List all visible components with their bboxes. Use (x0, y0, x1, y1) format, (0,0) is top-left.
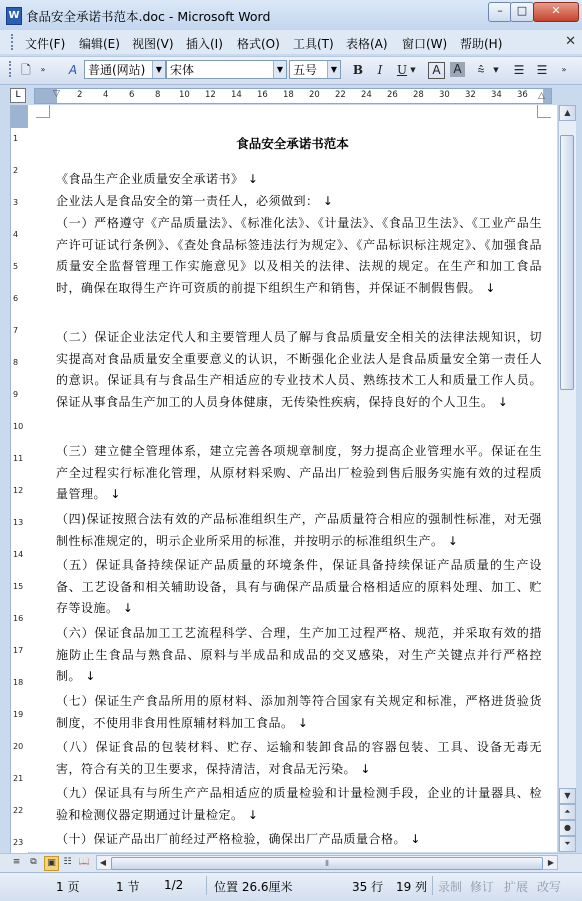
normal-view-icon[interactable]: ≡ (12, 857, 21, 867)
scaling-dropdown-chevron-down-icon[interactable]: ▼ (493, 66, 499, 74)
ruler-num: 4 (103, 90, 109, 100)
close-icon[interactable]: ✕ (533, 2, 579, 22)
ruler-row (0, 85, 582, 104)
menu-window[interactable]: 窗口(W) (402, 37, 448, 51)
paragraph: 企业法人是食品安全的第一责任人，必须做到： ↓ (56, 194, 334, 208)
print-view-icon[interactable]: ▣ (44, 856, 59, 871)
style-dropdown-chevron-down-icon[interactable]: ▼ (152, 61, 165, 78)
font-value: 宋体 (170, 63, 195, 77)
ruler-num: 26 (387, 90, 398, 100)
close-document-icon[interactable]: ✕ (565, 34, 576, 49)
paragraph: （六）保证食品加工工艺流程科学、合理，生产加工过程严格、规范，并采取有效的措施防止生食品与熟食品、原料与半成品和成品的交叉感染，对生产关键点并行严格控制。 ↓ (56, 626, 542, 684)
toolbar-grip[interactable] (9, 61, 14, 77)
menubar-grip[interactable] (11, 34, 16, 50)
character-shading-icon[interactable]: A (450, 62, 465, 77)
toolbar-options-chevron-icon[interactable]: » (40, 65, 46, 74)
document-page[interactable] (28, 105, 557, 852)
status-section: 1 节 (116, 880, 140, 894)
justify-center-icon[interactable]: ☰ (536, 63, 548, 77)
paragraph: （一）严格遵守《产品质量法》、《标准化法》、《计量法》、《食品卫生法》、《工业产品生产许可证试行条例》、《查处食品标签违法行为规定》、《产品标识标注规定》、《加强食品质量安全监督管理工作实施意见》以及相关的法律、法规的规定。在生产和加工食品时，确保在取得生产许可资质的前提下组织生产和销售，并保证不制假售假。 ↓ (56, 216, 542, 296)
ruler-num: 34 (491, 90, 502, 100)
previous-page-icon[interactable]: ⏶ (559, 804, 576, 820)
corner-mark (537, 105, 538, 117)
status-column: 19 列 (396, 880, 428, 894)
right-indent-icon[interactable]: △ (538, 91, 545, 101)
new-document-icon[interactable]: 🗋 (21, 63, 31, 77)
paragraph: （二）保证企业法定代人和主要管理人员了解与食品质量安全相关的法律法规知识，切实提高对食品质量安全重要意义的认识，不断强化企业法人是食品质量安全第一责任人的意识。保证具有与食品生产相适应的专业技术人员、熟练技术工人和质量工作人员。保证从事食品生产加工的人员身体健康，无传染性疾病，保持良好的个人卫生。 ↓ (56, 330, 542, 410)
justify-left-icon[interactable]: ☰ (513, 63, 525, 77)
paragraph: （九）保证具有与所生产产品相适应的质量检验和计量检测手段，企业的计量器具、检验和检测仪器定期通过计量检定。 ↓ (56, 786, 542, 822)
vruler-num: 14 (13, 550, 24, 559)
reading-view-icon[interactable]: 📖 (78, 857, 91, 867)
paragraph: （七）保证生产食品所用的原材料、添加剂等符合国家有关规定和标准，严格进货验货制度，不使用非食用性原辅材料加工食品。 ↓ (56, 694, 542, 730)
menu-table[interactable]: 表格(A) (346, 37, 388, 51)
bold-button[interactable]: B (352, 63, 364, 77)
vruler-num: 12 (13, 486, 24, 495)
ruler-num: 6 (129, 90, 135, 100)
status-overtype[interactable]: 改写 (537, 880, 562, 894)
menu-view[interactable]: 视图(V) (132, 37, 174, 51)
paragraph: （八）保证食品的包装材料、贮存、运输和装卸食品的容器包装、工具、设备无毒无害，符合有关的卫生要求，保持清洁，对食品无污染。 ↓ (56, 740, 542, 776)
toolbar-more-chevron-icon[interactable]: » (561, 65, 567, 74)
vertical-scrollbar[interactable] (558, 105, 576, 852)
paragraph: （三）建立健全管理体系，建立完善各项规章制度，努力提高企业管理水平。保证在生产全过程实行标准化管理，从原材料采购、产品出厂检验到售后服务实施有效的过程质量管理。 ↓ (56, 444, 542, 502)
vruler-num: 8 (13, 358, 19, 367)
underline-dropdown-chevron-down-icon[interactable]: ▼ (410, 66, 416, 74)
styles-formatting-icon[interactable]: A (68, 63, 78, 77)
vertical-ruler[interactable] (10, 105, 29, 854)
status-position: 位置 26.6厘米 (214, 880, 293, 894)
status-bar (0, 872, 582, 901)
status-page: 1 页 (56, 880, 80, 894)
scroll-left-icon[interactable]: ◀ (99, 858, 107, 867)
character-border-icon[interactable]: A (428, 62, 445, 79)
vruler-num: 2 (13, 166, 19, 175)
scroll-right-icon[interactable]: ▶ (547, 858, 555, 867)
paragraph: 《食品生产企业质量安全承诺书》 ↓ (56, 172, 259, 186)
status-separator (432, 876, 433, 895)
vertical-scroll-thumb[interactable] (560, 135, 574, 390)
vruler-num: 13 (13, 518, 24, 527)
menu-tools[interactable]: 工具(T) (293, 37, 334, 51)
corner-mark (537, 117, 551, 118)
scroll-up-icon[interactable]: ▲ (559, 105, 576, 121)
style-value: 普通(网站) (88, 63, 146, 77)
status-record-macro[interactable]: 录制 (438, 880, 463, 894)
vruler-num: 6 (13, 294, 19, 303)
select-browse-object-icon[interactable]: ● (559, 820, 576, 836)
scroll-down-icon[interactable]: ▼ (559, 788, 576, 804)
paragraph: （四)保证按照合法有效的产品标准组织生产，产品质量符合相应的强制性标准，对无强制性标准规定的，明示企业所采用的标准，并按明示的标准组织生产。 ↓ (56, 512, 542, 548)
vruler-num: 7 (13, 326, 19, 335)
font-combo[interactable] (166, 60, 287, 79)
title-bar (0, 0, 582, 31)
character-scaling-icon[interactable]: ⩯ (477, 63, 485, 77)
outline-view-icon[interactable]: ☷ (63, 857, 72, 867)
vruler-num: 21 (13, 774, 24, 783)
menu-file[interactable]: 文件(F) (25, 37, 66, 51)
ruler-num: 32 (465, 90, 476, 100)
font-size-dropdown-chevron-down-icon[interactable]: ▼ (327, 61, 340, 78)
vruler-num: 17 (13, 646, 24, 655)
vruler-num: 1 (13, 134, 19, 143)
ruler-num: 10 (179, 90, 190, 100)
vruler-num: 10 (13, 422, 24, 431)
menu-bar (0, 30, 582, 54)
menu-help[interactable]: 帮助(H) (460, 37, 503, 51)
horizontal-ruler[interactable] (34, 88, 552, 104)
ruler-num: 8 (155, 90, 161, 100)
window-title: 食品安全承诺书范本.doc - Microsoft Word (26, 9, 271, 24)
ruler-num: 12 (205, 90, 216, 100)
vruler-num: 15 (13, 582, 24, 591)
maximize-icon[interactable]: □ (510, 2, 534, 22)
status-track-changes[interactable]: 修订 (470, 880, 495, 894)
word-app-icon[interactable]: W (6, 7, 22, 25)
ruler-num: 14 (231, 90, 242, 100)
horizontal-scroll-row (0, 853, 582, 872)
vruler-num: 4 (13, 230, 19, 239)
ruler-num: 28 (413, 90, 424, 100)
horizontal-scroll-thumb[interactable]: ⦀ (111, 857, 543, 870)
vruler-num: 16 (13, 614, 24, 623)
menu-edit[interactable]: 编辑(E) (79, 37, 120, 51)
top-margin-shade (11, 106, 28, 128)
vruler-num: 9 (13, 390, 19, 399)
status-extend[interactable]: 扩展 (504, 880, 529, 894)
ruler-num: 24 (361, 90, 372, 100)
ruler-num: 2 (77, 90, 83, 100)
ruler-num: 36 (517, 90, 528, 100)
vruler-num: 19 (13, 710, 24, 719)
vruler-num: 22 (13, 806, 24, 815)
status-separator (206, 876, 207, 895)
vruler-num: 5 (13, 262, 19, 271)
status-line: 35 行 (352, 880, 384, 894)
vruler-num: 23 (13, 838, 24, 847)
font-size-combo[interactable] (289, 60, 341, 79)
menu-insert[interactable]: 插入(I) (186, 37, 223, 51)
paragraph: （十）保证产品出厂前经过严格检验，确保出厂产品质量合格。 ↓ (56, 832, 421, 846)
vruler-num: 18 (13, 678, 24, 687)
horizontal-scrollbar[interactable] (96, 855, 558, 870)
vruler-num: 11 (13, 454, 24, 463)
document-area[interactable] (28, 105, 557, 852)
web-view-icon[interactable]: ⧉ (30, 857, 37, 867)
style-combo[interactable] (84, 60, 166, 79)
formatting-toolbar (0, 56, 582, 85)
vruler-num: 20 (13, 742, 24, 751)
corner-mark (49, 105, 50, 117)
ruler-num: 18 (283, 90, 294, 100)
minimize-icon[interactable]: – (488, 2, 512, 22)
font-dropdown-chevron-down-icon[interactable]: ▼ (273, 61, 286, 78)
first-line-indent-icon[interactable]: ▽ (53, 89, 60, 99)
vruler-num: 3 (13, 198, 19, 207)
status-pages: 1/2 (164, 878, 184, 892)
tab-selector[interactable]: L (10, 88, 26, 103)
next-page-icon[interactable]: ⏷ (559, 836, 576, 852)
italic-button[interactable]: I (377, 63, 383, 77)
document-title: 食品安全承诺书范本 (236, 136, 349, 151)
ruler-num: 22 (335, 90, 346, 100)
menu-format[interactable]: 格式(O) (237, 37, 280, 51)
ruler-num: 30 (439, 90, 450, 100)
font-size-value: 五号 (293, 63, 318, 77)
underline-button[interactable]: U (396, 63, 408, 77)
paragraph: （五）保证具备持续保证产品质量的环境条件，保证具备持续保证产品质量的生产设备、工艺设备和相关辅助设备，具有与确保产品质量合格相适应的原料处理、加工、贮存等设施。 ↓ (56, 558, 542, 616)
corner-mark (36, 117, 50, 118)
ruler-num: 16 (257, 90, 268, 100)
ruler-num: 20 (309, 90, 320, 100)
